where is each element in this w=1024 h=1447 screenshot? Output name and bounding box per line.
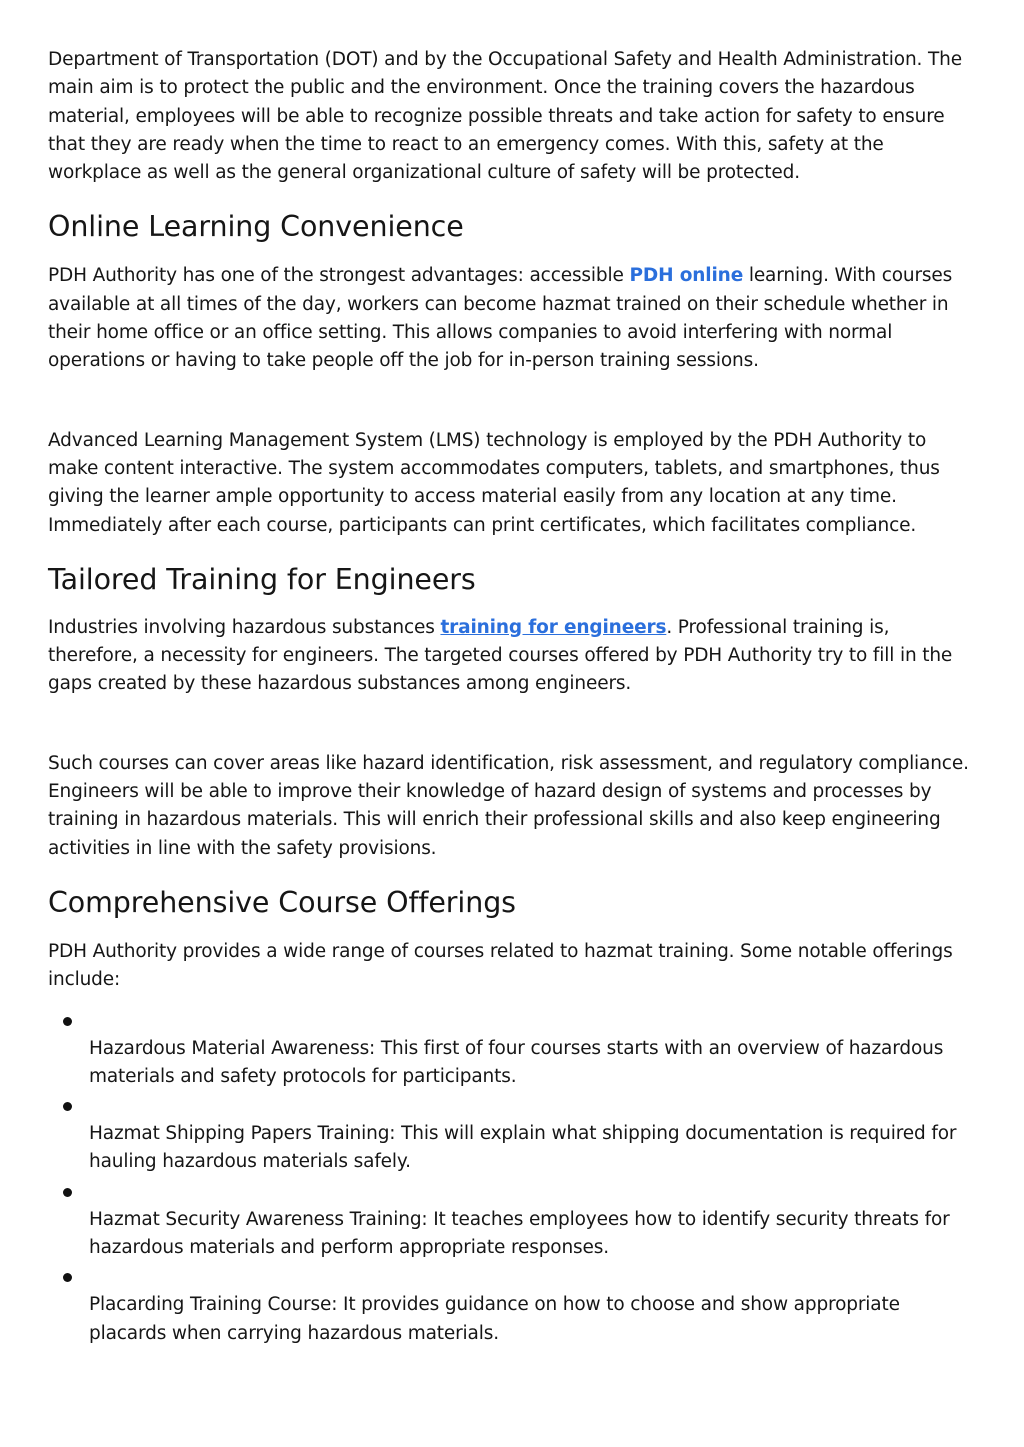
list-item-text: Hazmat Shipping Papers Training: This will explain what shipping documentation is required for hauling hazardous materials safely. bbox=[89, 1123, 957, 1173]
online-learning-heading: Online Learning Convenience bbox=[48, 210, 464, 244]
course-offerings-heading: Comprehensive Course Offerings bbox=[48, 885, 516, 919]
bullet-icon bbox=[63, 1017, 72, 1026]
course-offerings-intro: PDH Authority provides a wide range of courses related to hazmat training. Some notable offerings include: bbox=[48, 940, 953, 991]
pdh-online-link[interactable]: PDH online bbox=[629, 265, 744, 287]
tailored-training-paragraph-2: Such courses can cover areas like hazard identification, risk assessment, and regulatory compliance. Engineers will be able to improve their knowledge of hazard design of systems and processes by training in hazardous materials. This will enrich their professional skills and also keep engineering activities in line with the safety provisions. bbox=[48, 752, 969, 859]
training-for-engineers-link[interactable]: training for engineers bbox=[440, 616, 667, 638]
list-item-text: Hazmat Security Awareness Training: It teaches employees how to identify security threats for hazardous materials and perform appropriate responses. bbox=[89, 1208, 950, 1259]
list-item bbox=[48, 1178, 980, 1263]
tailored-p1-text-before: Industries involving hazardous substances bbox=[48, 616, 441, 638]
list-item-text: Placarding Training Course: It provides guidance on how to choose and show appropriate placards when carrying hazardous materials. bbox=[89, 1294, 900, 1344]
list-item-text: Hazardous Material Awareness: This first of four courses starts with an overview of hazardous materials and safety protocols for participants. bbox=[89, 1037, 944, 1087]
bullet-icon bbox=[63, 1188, 72, 1197]
tailored-training-heading: Tailored Training for Engineers bbox=[48, 562, 476, 596]
course-offerings-list bbox=[48, 1007, 980, 1348]
bullet-icon bbox=[63, 1102, 72, 1111]
online-p1-text-after: learning. With courses available at all times of the day, workers can become hazmat trained on their schedule whether in their home office or an office setting. This allows companies to avoid interfering with normal operations or having to take people off the job for in-person training sessions. bbox=[48, 265, 953, 372]
intro-paragraph: Department of Transportation (DOT) and by the Occupational Safety and Health Administration. The main aim is to protect the public and the environment. Once the training covers the hazardous material, employees will be able to recognize possible threats and take action for safety to ensure that they are ready when the time to react to an emergency comes. With this, safety at the workplace as well as the general organizational culture of safety will be protected. bbox=[48, 49, 962, 184]
online-p1-text-before: PDH Authority has one of the strongest advantages: accessible bbox=[48, 265, 630, 287]
list-item bbox=[48, 1007, 980, 1092]
tailored-p1-text-after: . Professional training is, therefore, a necessity for engineers. The targeted courses offered by PDH Authority try to fill in the gaps created by these hazardous substances among engineers. bbox=[48, 616, 953, 695]
list-item bbox=[48, 1263, 980, 1348]
list-item bbox=[48, 1092, 980, 1177]
online-learning-paragraph-2: Advanced Learning Management System (LMS) technology is employed by the PDH Authority to make content interactive. The system accommodates computers, tablets, and smartphones, thus giving the learner ample opportunity to access material easily from any location at any time. Immediately after each course, participants can print certificates, which facilitates compliance. bbox=[48, 429, 940, 536]
online-learning-paragraph-1 bbox=[48, 262, 980, 375]
bullet-icon bbox=[63, 1273, 72, 1282]
tailored-training-paragraph-1 bbox=[48, 614, 980, 699]
